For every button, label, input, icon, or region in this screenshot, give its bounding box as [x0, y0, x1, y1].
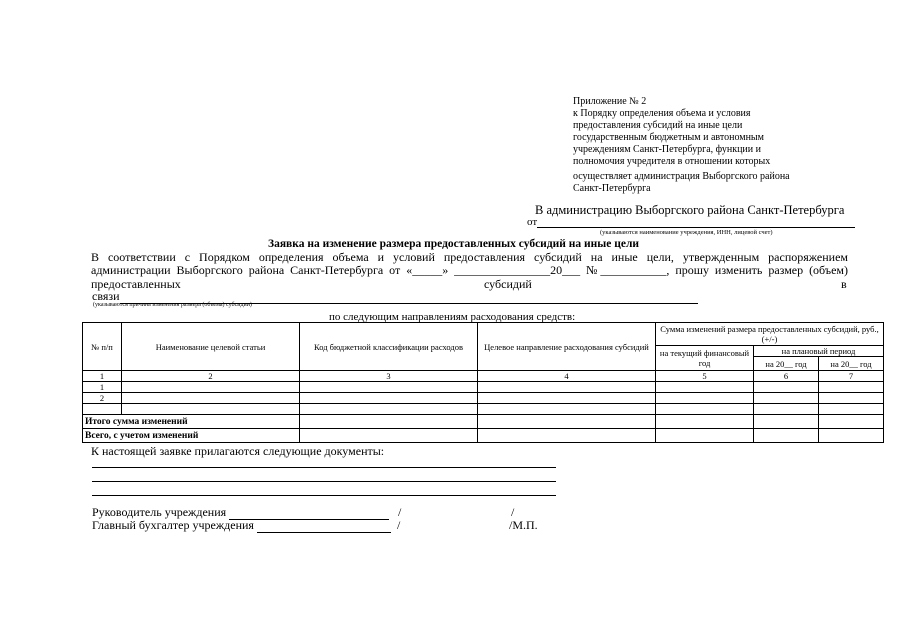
- column-numbers-row: [83, 371, 884, 382]
- total-changes-label: Итого сумма изменений: [83, 415, 300, 429]
- total-with-changes-label: Всего, с учетом изменений: [83, 429, 300, 443]
- from-field-underline: [537, 217, 855, 228]
- addressee: В администрацию Выборгского района Санкт-Петербурга: [535, 203, 845, 217]
- appendix-line: осуществляет администрация Выборгского района: [573, 171, 790, 182]
- header-purpose: Целевое направление расходования субсидий: [478, 323, 656, 371]
- cell-year-1[interactable]: [754, 382, 819, 393]
- cell-code[interactable]: [300, 404, 478, 415]
- table-row: [83, 382, 884, 393]
- header-name: Наименование целевой статьи: [122, 323, 300, 371]
- head-slash: /: [398, 505, 402, 519]
- cell-year-2[interactable]: [819, 393, 884, 404]
- paragraph-line-3b: субсидий: [484, 277, 532, 291]
- reason-hint: (указываются причина изменения размера (объема) субсидии): [93, 302, 252, 308]
- cell-current[interactable]: [656, 415, 754, 429]
- attachments-label: К настоящей заявке прилагаются следующие документы:: [91, 444, 385, 458]
- col-number: 1: [83, 371, 122, 382]
- appendix-line: к Порядку определения объема и условия: [573, 108, 751, 119]
- accountant-signature-field[interactable]: [257, 521, 391, 533]
- from-line: [527, 216, 855, 228]
- cell-purpose[interactable]: [478, 382, 656, 393]
- col-number: 6: [754, 371, 819, 382]
- appendix-line: Приложение № 2: [573, 96, 647, 107]
- attachment-line[interactable]: [92, 467, 556, 468]
- header-code: Код бюджетной классификации расходов: [300, 323, 478, 371]
- document-title: Заявка на изменение размера предоставленных субсидий на иные цели: [268, 238, 640, 250]
- cell-purpose[interactable]: [478, 429, 656, 443]
- header-current-year: на текущий финансовый год: [656, 346, 754, 371]
- header-num: № п/п: [83, 323, 122, 371]
- total-with-changes-row: [83, 429, 884, 443]
- accountant-label: Главный бухгалтер учреждения: [92, 518, 254, 532]
- paragraph-line-3c: в: [841, 277, 847, 291]
- appendix-line: полномочия учредителя в отношении которых: [573, 156, 771, 167]
- appendix-line: Санкт-Петербурга: [573, 183, 651, 194]
- table-row: [83, 393, 884, 404]
- col-number: 5: [656, 371, 754, 382]
- row-number: 1: [83, 382, 122, 393]
- from-label: от: [527, 216, 538, 228]
- cell-current[interactable]: [656, 382, 754, 393]
- head-slash-2: /: [511, 505, 515, 519]
- cell-current[interactable]: [656, 393, 754, 404]
- from-hint: (указываются наименование учреждения, ИНН, лицевой счет): [600, 229, 773, 236]
- cell-year-2[interactable]: [819, 429, 884, 443]
- directions-text: по следующим направлениям расходования средств:: [329, 311, 576, 323]
- paragraph-line-3a: предоставленных: [91, 277, 181, 291]
- cell-current[interactable]: [656, 429, 754, 443]
- appendix-line: государственным бюджетным и автономным: [573, 132, 764, 143]
- appendix-block: [573, 96, 790, 195]
- col-number: 3: [300, 371, 478, 382]
- col-number: 4: [478, 371, 656, 382]
- paragraph-line-1: В соответствии с Порядком определения объема и условий предоставления субсидий на иные цели, утвержденным распоряжением: [91, 250, 848, 264]
- accountant-signature-line: [92, 518, 391, 533]
- cell-code[interactable]: [300, 393, 478, 404]
- cell-name[interactable]: [122, 393, 300, 404]
- stamp-label: /М.П.: [509, 518, 538, 532]
- appendix-line: учреждениям Санкт-Петербурга, функции и: [573, 144, 761, 155]
- cell-year-1[interactable]: [754, 393, 819, 404]
- cell-purpose[interactable]: [478, 415, 656, 429]
- cell-code[interactable]: [300, 415, 478, 429]
- paragraph-line-2: администрации Выборгского района Санкт-Петербурга от «_____» ________________20___ №___________, прошу изменить размер (объем): [91, 263, 848, 277]
- subsidy-table: [82, 322, 884, 443]
- header-year-2: на 20__ год: [819, 357, 884, 371]
- appendix-line: предоставления субсидий на иные цели: [573, 120, 743, 131]
- total-changes-row: [83, 415, 884, 429]
- cell-year-2[interactable]: [819, 382, 884, 393]
- cell-year-2[interactable]: [819, 404, 884, 415]
- header-planned-period: на плановый период: [754, 346, 884, 357]
- col-number: 7: [819, 371, 884, 382]
- attachment-line[interactable]: [92, 481, 556, 482]
- head-label: Руководитель учреждения: [92, 505, 227, 519]
- svyazi-label: связи: [92, 289, 120, 303]
- table-row: [83, 404, 884, 415]
- cell-purpose[interactable]: [478, 404, 656, 415]
- header-sum: Сумма изменений размера предоставленных субсидий, руб., (+/-): [656, 323, 884, 346]
- cell-purpose[interactable]: [478, 393, 656, 404]
- cell-name[interactable]: [122, 404, 300, 415]
- cell-year-2[interactable]: [819, 415, 884, 429]
- row-number: 2: [83, 393, 122, 404]
- row-number: [83, 404, 122, 415]
- header-year-1: на 20__ год: [754, 357, 819, 371]
- cell-year-1[interactable]: [754, 429, 819, 443]
- cell-code[interactable]: [300, 382, 478, 393]
- attachment-line[interactable]: [92, 495, 556, 496]
- cell-year-1[interactable]: [754, 415, 819, 429]
- cell-current[interactable]: [656, 404, 754, 415]
- cell-code[interactable]: [300, 429, 478, 443]
- cell-name[interactable]: [122, 382, 300, 393]
- cell-year-1[interactable]: [754, 404, 819, 415]
- accountant-slash: /: [397, 518, 401, 532]
- col-number: 2: [122, 371, 300, 382]
